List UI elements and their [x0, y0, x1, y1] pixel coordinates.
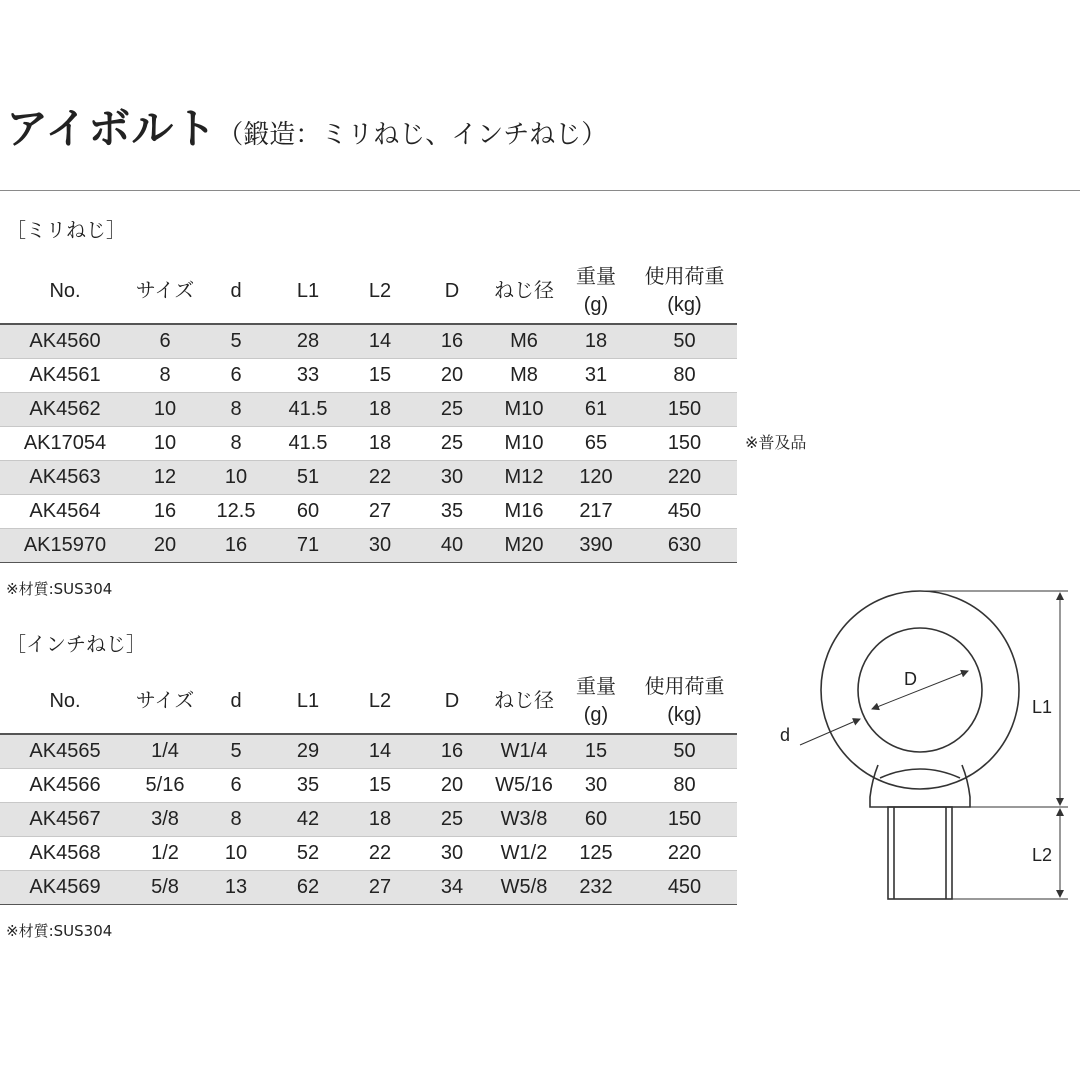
- column-header-unit: (g): [583, 293, 609, 316]
- product-number-cell: AK4564: [0, 495, 130, 529]
- popular-item-note: ※普及品: [745, 433, 807, 452]
- inch-spec-table: [0, 668, 737, 905]
- table-cell: M10: [488, 427, 560, 461]
- table-cell: M12: [488, 461, 560, 495]
- column-header: [272, 258, 344, 324]
- milli-spec-table: [0, 258, 737, 563]
- column-header: [344, 668, 416, 734]
- table-cell: 50: [632, 324, 737, 359]
- title-main: アイボルト: [6, 104, 218, 153]
- product-number-cell: AK4560: [0, 324, 130, 359]
- table-cell: 18: [344, 803, 416, 837]
- table-row: [0, 734, 737, 769]
- table-row: [0, 529, 737, 563]
- table-cell: 20: [416, 769, 488, 803]
- table-cell: 25: [416, 427, 488, 461]
- table-cell: 8: [200, 803, 272, 837]
- table-cell: W5/8: [488, 871, 560, 905]
- table-cell: 27: [344, 495, 416, 529]
- table-cell: 10: [130, 427, 200, 461]
- column-header-label: L2: [368, 279, 392, 302]
- table-cell: 35: [416, 495, 488, 529]
- table-cell: 52: [272, 837, 344, 871]
- column-header: [632, 668, 737, 734]
- table-row: [0, 393, 737, 427]
- table-cell: 150: [632, 393, 737, 427]
- table-cell: W1/2: [488, 837, 560, 871]
- page-title: [6, 96, 607, 156]
- table-cell: 22: [344, 461, 416, 495]
- milli-table-header: [0, 258, 737, 324]
- column-header: [416, 668, 488, 734]
- table-cell: 16: [130, 495, 200, 529]
- table-cell: 60: [272, 495, 344, 529]
- column-header-label: D: [444, 689, 460, 712]
- table-cell: 18: [344, 427, 416, 461]
- table-cell: 5: [200, 324, 272, 359]
- table-row: [0, 769, 737, 803]
- table-cell: M20: [488, 529, 560, 563]
- table-cell: 51: [272, 461, 344, 495]
- table-cell: 8: [200, 393, 272, 427]
- column-header-unit: (g): [583, 703, 609, 726]
- table-cell: 15: [344, 359, 416, 393]
- table-cell: 30: [416, 837, 488, 871]
- table-cell: 13: [200, 871, 272, 905]
- table-cell: 10: [200, 461, 272, 495]
- product-number-cell: AK4561: [0, 359, 130, 393]
- table-row: [0, 461, 737, 495]
- eye-bolt-diagram: [770, 585, 1075, 910]
- column-header: [130, 258, 200, 324]
- table-cell: 60: [560, 803, 632, 837]
- table-cell: 14: [344, 734, 416, 769]
- table-cell: 232: [560, 871, 632, 905]
- table-cell: 27: [344, 871, 416, 905]
- table-cell: 65: [560, 427, 632, 461]
- table-cell: 8: [200, 427, 272, 461]
- column-header: [200, 668, 272, 734]
- inch-table-header: [0, 668, 737, 734]
- table-cell: 30: [344, 529, 416, 563]
- table-row: [0, 427, 737, 461]
- table-cell: 10: [130, 393, 200, 427]
- table-cell: 28: [272, 324, 344, 359]
- column-header: [0, 258, 130, 324]
- table-cell: M16: [488, 495, 560, 529]
- label-L1: L1: [1032, 697, 1053, 717]
- milli-section-label: ［ミリねじ］: [6, 218, 126, 242]
- table-cell: 25: [416, 803, 488, 837]
- column-header-label: ねじ径: [494, 689, 554, 712]
- table-cell: 6: [130, 324, 200, 359]
- product-number-cell: AK17054: [0, 427, 130, 461]
- label-D: D: [904, 669, 917, 689]
- inch-material-note: ※材質:SUS304: [6, 922, 113, 940]
- table-cell: 18: [560, 324, 632, 359]
- table-cell: 50: [632, 734, 737, 769]
- table-cell: 80: [632, 359, 737, 393]
- table-cell: 220: [632, 461, 737, 495]
- table-cell: 8: [130, 359, 200, 393]
- table-cell: 71: [272, 529, 344, 563]
- column-header: [560, 258, 632, 324]
- table-cell: 450: [632, 871, 737, 905]
- threaded-shank: [888, 807, 952, 899]
- product-number-cell: AK4563: [0, 461, 130, 495]
- column-header-label: 重量: [576, 675, 616, 698]
- product-number-cell: AK4567: [0, 803, 130, 837]
- column-header-label: サイズ: [135, 279, 195, 302]
- table-cell: 30: [560, 769, 632, 803]
- collar-outline: [870, 765, 970, 807]
- table-cell: 125: [560, 837, 632, 871]
- product-number-cell: AK4569: [0, 871, 130, 905]
- table-cell: 18: [344, 393, 416, 427]
- table-cell: 15: [560, 734, 632, 769]
- table-cell: 12.5: [200, 495, 272, 529]
- table-cell: 40: [416, 529, 488, 563]
- collar-curve: [880, 769, 960, 778]
- column-header-label: 重量: [576, 265, 616, 288]
- column-header-label: 使用荷重: [644, 265, 725, 288]
- table-cell: 30: [416, 461, 488, 495]
- table-row: [0, 359, 737, 393]
- inch-section-label: ［インチねじ］: [6, 632, 146, 656]
- d-leader: [800, 732, 830, 745]
- column-header: [416, 258, 488, 324]
- table-cell: 22: [344, 837, 416, 871]
- table-cell: 33: [272, 359, 344, 393]
- table-row: [0, 495, 737, 529]
- table-cell: 62: [272, 871, 344, 905]
- table-cell: 35: [272, 769, 344, 803]
- table-cell: 10: [200, 837, 272, 871]
- column-header-unit: (kg): [667, 703, 702, 726]
- column-header: [200, 258, 272, 324]
- column-header: [0, 668, 130, 734]
- table-cell: 1/2: [130, 837, 200, 871]
- table-cell: M10: [488, 393, 560, 427]
- table-cell: M6: [488, 324, 560, 359]
- table-cell: 14: [344, 324, 416, 359]
- table-cell: 12: [130, 461, 200, 495]
- table-cell: 5/8: [130, 871, 200, 905]
- column-header: [344, 258, 416, 324]
- table-cell: 5: [200, 734, 272, 769]
- table-cell: 6: [200, 359, 272, 393]
- table-cell: 29: [272, 734, 344, 769]
- table-cell: W1/4: [488, 734, 560, 769]
- column-header-label: d: [230, 689, 242, 712]
- table-cell: 25: [416, 393, 488, 427]
- column-header-unit: (kg): [667, 293, 702, 316]
- column-header: [488, 258, 560, 324]
- title-divider: [0, 190, 1080, 191]
- table-cell: W5/16: [488, 769, 560, 803]
- milli-material-note: ※材質:SUS304: [6, 580, 113, 598]
- title-sub: （鍛造：ミリねじ、インチねじ）: [217, 120, 608, 150]
- column-header-label: No.: [49, 689, 81, 712]
- table-cell: 220: [632, 837, 737, 871]
- product-number-cell: AK4565: [0, 734, 130, 769]
- table-cell: 6: [200, 769, 272, 803]
- table-cell: 61: [560, 393, 632, 427]
- table-row: [0, 803, 737, 837]
- column-header-label: d: [230, 279, 242, 302]
- table-cell: 120: [560, 461, 632, 495]
- table-row: [0, 324, 737, 359]
- table-cell: 450: [632, 495, 737, 529]
- table-cell: 150: [632, 803, 737, 837]
- column-header: [130, 668, 200, 734]
- table-cell: M8: [488, 359, 560, 393]
- column-header-label: ねじ径: [494, 279, 554, 302]
- table-cell: W3/8: [488, 803, 560, 837]
- table-row: [0, 837, 737, 871]
- table-cell: 3/8: [130, 803, 200, 837]
- table-cell: 217: [560, 495, 632, 529]
- column-header-label: サイズ: [135, 689, 195, 712]
- table-row: [0, 871, 737, 905]
- column-header-label: 使用荷重: [644, 675, 725, 698]
- label-d: d: [780, 725, 791, 745]
- table-cell: 34: [416, 871, 488, 905]
- column-header-label: No.: [49, 279, 81, 302]
- product-number-cell: AK4566: [0, 769, 130, 803]
- product-number-cell: AK4568: [0, 837, 130, 871]
- label-L2: L2: [1032, 845, 1053, 865]
- column-header-label: L2: [368, 689, 392, 712]
- column-header: [632, 258, 737, 324]
- table-cell: 31: [560, 359, 632, 393]
- table-cell: 5/16: [130, 769, 200, 803]
- table-cell: 16: [200, 529, 272, 563]
- table-cell: 16: [416, 324, 488, 359]
- product-number-cell: AK4562: [0, 393, 130, 427]
- table-cell: 16: [416, 734, 488, 769]
- table-cell: 15: [344, 769, 416, 803]
- table-cell: 20: [416, 359, 488, 393]
- table-cell: 41.5: [272, 427, 344, 461]
- column-header: [488, 668, 560, 734]
- product-number-cell: AK15970: [0, 529, 130, 563]
- table-cell: 1/4: [130, 734, 200, 769]
- table-cell: 41.5: [272, 393, 344, 427]
- table-cell: 42: [272, 803, 344, 837]
- column-header: [272, 668, 344, 734]
- table-cell: 150: [632, 427, 737, 461]
- table-cell: 20: [130, 529, 200, 563]
- column-header: [560, 668, 632, 734]
- table-cell: 390: [560, 529, 632, 563]
- table-cell: 630: [632, 529, 737, 563]
- column-header-label: D: [444, 279, 460, 302]
- D-dimension: [872, 671, 968, 709]
- table-cell: 80: [632, 769, 737, 803]
- column-header-label: L1: [296, 279, 320, 302]
- column-header-label: L1: [296, 689, 320, 712]
